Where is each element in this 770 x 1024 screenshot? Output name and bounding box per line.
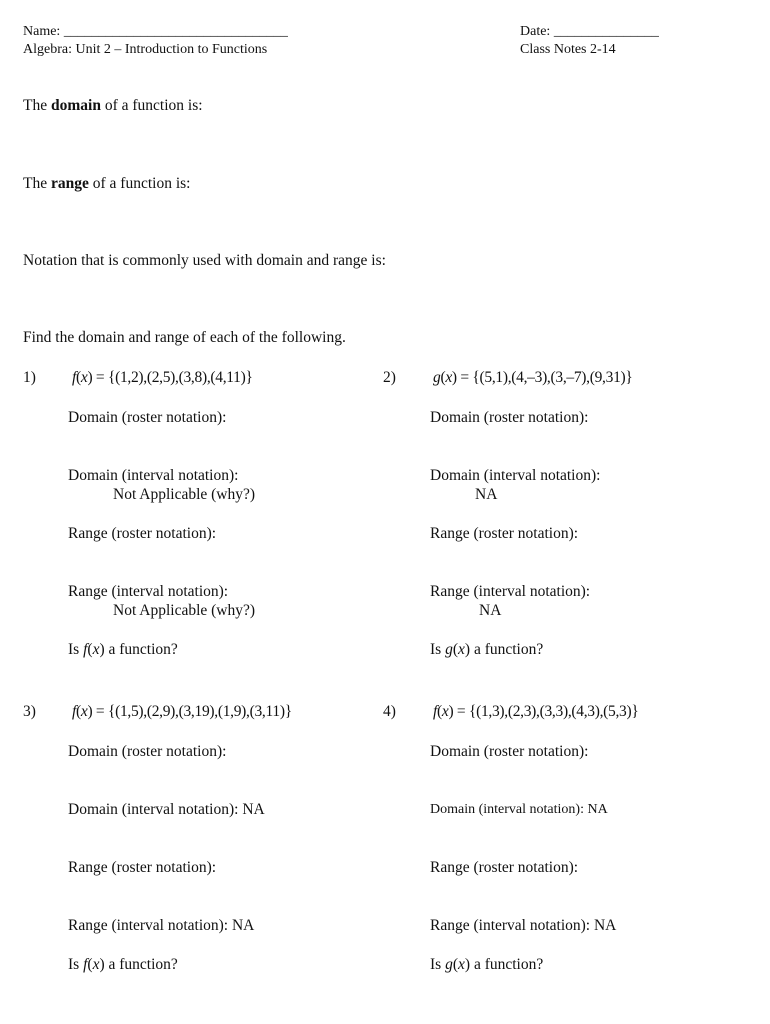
domain-term: domain <box>50 97 101 114</box>
problem-4-number: 4) <box>383 703 396 720</box>
problem-4-question-post: a function? <box>473 956 544 973</box>
problem-4-set: {(1,3),(2,3),(3,3),(4,3),(5,3)} <box>468 703 639 720</box>
problem-2-range-roster: Range (roster notation): <box>430 525 579 542</box>
problem-3-question: Is f(x) a function? <box>68 956 178 973</box>
problem-4-range-roster: Range (roster notation): <box>430 859 579 876</box>
problem-1-question-post: a function? <box>108 641 178 658</box>
problem-3-fname: f <box>72 703 77 720</box>
notes-id: Class Notes 2-14 <box>520 42 616 57</box>
problem-2-range-interval: Range (interval notation): <box>430 583 591 600</box>
problem-4-question-fname: g <box>445 956 453 973</box>
range-definition <box>23 175 190 194</box>
problem-1-fname: f <box>72 369 77 386</box>
problem-3-range-interval: Range (interval notation): NA <box>68 917 255 934</box>
problem-2-set: {(5,1),(4,–3),(3,–7),(9,31)} <box>472 369 633 386</box>
problem-4-domain-interval: Domain (interval notation): NA <box>430 802 608 817</box>
problem-2-domain-interval: Domain (interval notation): <box>430 467 601 484</box>
problem-3-set: {(1,5),(2,9),(3,19),(1,9),(3,11)} <box>107 703 292 720</box>
problem-2-domain-roster: Domain (roster notation): <box>430 409 589 426</box>
problem-1-question-fname: f <box>83 641 88 658</box>
problem-3-number: 3) <box>23 703 36 720</box>
domain-definition <box>23 97 203 116</box>
problem-3-function: f(x) = {(1,5),(2,9),(3,19),(1,9),(3,11)} <box>72 703 292 720</box>
problem-3-domain-roster: Domain (roster notation): <box>68 743 227 760</box>
problem-2-function: g(x) = {(5,1),(4,–3),(3,–7),(9,31)} <box>433 369 633 386</box>
problem-1-range-roster: Range (roster notation): <box>68 525 217 542</box>
problem-1-set: {(1,2),(2,5),(3,8),(4,11)} <box>107 369 253 386</box>
problem-3-domain-interval: Domain (interval notation): NA <box>68 801 265 818</box>
notation-prompt: Notation that is commonly used with domain and range is: <box>23 252 386 269</box>
problem-1-domain-interval: Domain (interval notation): <box>68 467 239 484</box>
problem-4-function: f(x) = {(1,3),(2,3),(3,3),(4,3),(5,3)} <box>433 703 639 720</box>
problem-4-question-pre: Is <box>430 956 442 973</box>
problem-4-range-interval: Range (interval notation): NA <box>430 917 617 934</box>
domain-pre: The <box>23 97 51 114</box>
problem-2-question-post: a function? <box>473 641 544 658</box>
problem-4-question: Is g(x) a function? <box>430 956 544 973</box>
name-field: Name: ________________________________ <box>23 24 288 39</box>
problem-1-range-interval-answer: Not Applicable (why?) <box>113 602 256 619</box>
problem-1-function: f(x) = {(1,2),(2,5),(3,8),(4,11)} <box>72 369 253 386</box>
domain-post: of a function is: <box>100 97 203 114</box>
date-field: Date: _______________ <box>520 24 659 39</box>
problem-3-question-post: a function? <box>108 956 178 973</box>
problem-2-range-interval-answer: NA <box>479 602 502 619</box>
problem-2-question-pre: Is <box>430 641 442 658</box>
problem-1-question-pre: Is <box>68 641 80 658</box>
problem-1-domain-interval-answer: Not Applicable (why?) <box>113 486 256 503</box>
problem-1-range-interval: Range (interval notation): <box>68 583 229 600</box>
problem-2-question-fname: g <box>445 641 453 658</box>
problem-3-question-fname: f <box>83 956 88 973</box>
problem-1-number: 1) <box>23 369 36 386</box>
problem-2-number: 2) <box>383 369 396 386</box>
problem-1-domain-roster: Domain (roster notation): <box>68 409 227 426</box>
course-title: Algebra: Unit 2 – Introduction to Functions <box>23 42 268 57</box>
problem-4-domain-roster: Domain (roster notation): <box>430 743 589 760</box>
range-term: range <box>50 175 89 192</box>
problem-3-question-pre: Is <box>68 956 80 973</box>
problem-4-fname: f <box>433 703 438 720</box>
problem-2-fname: g <box>433 369 441 386</box>
instructions: Find the domain and range of each of the following. <box>23 329 346 346</box>
range-pre: The <box>23 175 51 192</box>
problem-1-question: Is f(x) a function? <box>68 641 178 658</box>
problem-2-question: Is g(x) a function? <box>430 641 544 658</box>
range-post: of a function is: <box>88 175 191 192</box>
problem-2-domain-interval-answer: NA <box>475 486 498 503</box>
problem-3-range-roster: Range (roster notation): <box>68 859 217 876</box>
